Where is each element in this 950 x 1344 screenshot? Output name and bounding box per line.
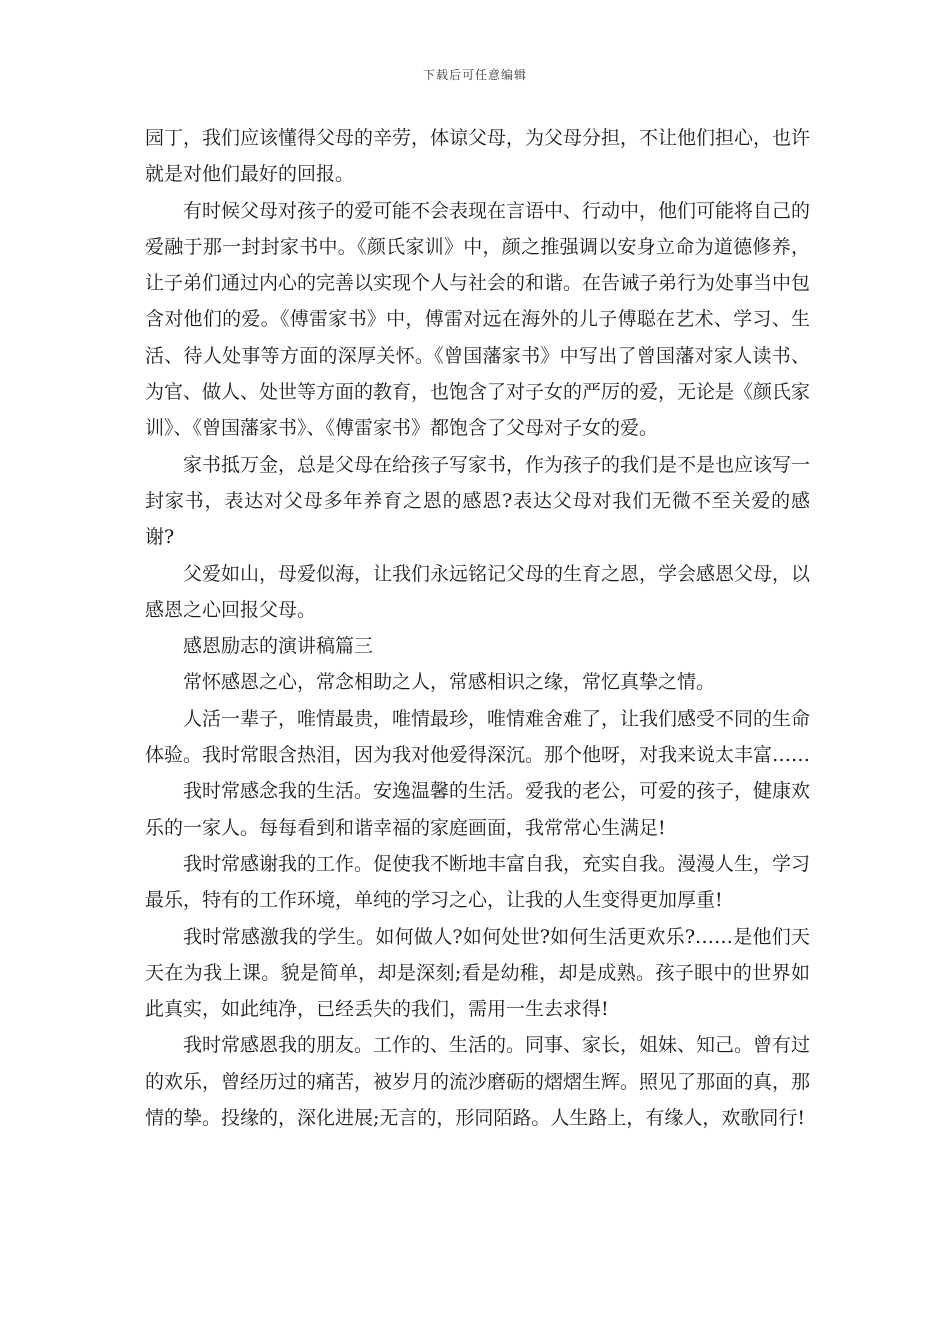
paragraph: 我时常感谢我的工作。促使我不断地丰富自我，充实自我。漫漫人生，学习最乐，特有的工作环境，单纯的学习之心，让我的人生变得更加厚重! bbox=[145, 852, 811, 912]
paragraph: 我时常感激我的学生。如何做人?如何处世?如何生活更欢乐?……是他们天天在为我上课。貌是简单，却是深刻;看是幼稚，却是成熟。孩子眼中的世界如此真实，如此纯净，已经丢失的我们，需用一生去求得! bbox=[145, 925, 810, 1021]
paragraph: 我时常感念我的生活。安逸温馨的生活。爱我的老公，可爱的孩子，健康欢乐的一家人。每每看到和谐幸福的家庭画面，我常常心生满足! bbox=[145, 780, 811, 839]
paragraph: 父爱如山，母爱似海，让我们永远铭记父母的生育之恩，学会感恩父母，以感恩之心回报父母。 bbox=[145, 562, 811, 621]
paragraph: 我时常感恩我的朋友。工作的、生活的。同事、家长，姐妹、知己。曾有过的欢乐，曾经历过的痛苦，被岁月的流沙磨砺的熠熠生辉。照见了那面的真，那情的挚。投缘的，深化进展;无言的，形同陌路。人生路上，有缘人，欢歌同行! bbox=[145, 1034, 811, 1130]
document-body bbox=[145, 120, 810, 1136]
page-header-note: 下载后可任意编辑 bbox=[422, 68, 527, 82]
paragraph: 人活一辈子，唯情最贵，唯情最珍，唯情难舍难了，让我们感受不同的生命体验。我时常眼含热泪，因为我对他爱得深沉。那个他呀，对我来说太丰富…… bbox=[145, 707, 811, 767]
section-heading: 感恩励志的演讲稿篇三 bbox=[183, 635, 374, 658]
paragraph: 园丁，我们应该懂得父母的辛劳，体谅父母，为父母分担，不让他们担心，也许就是对他们最好的回报。 bbox=[145, 127, 811, 186]
paragraph: 常怀感恩之心，常念相助之人，常感相识之缘，常忆真挚之情。 bbox=[183, 671, 716, 694]
paragraph: 有时候父母对孩子的爱可能不会表现在言语中、行动中，他们可能将自己的爱融于那一封封家书中。《颜氏家训》中，颜之推强调以安身立命为道德修养，让子弟们通过内心的完善以实现个人与社会的和谐。在告诫子弟行为处事当中包含对他们的爱。《傅雷家书》中，傅雷对远在海外的儿子傅聪在艺术、学习、生活、待人处事等方面的深厚关怀。《曾国藩家书》中写出了曾国藩对家人读书、为官、做人、处世等方面的教育，也饱含了对子女的严厉的爱，无论是《颜氏家训》、《曾国藩家书》、《傅雷家书》都饱含了父母对子女的爱。 bbox=[145, 199, 811, 440]
paragraph: 家书抵万金，总是父母在给孩子写家书，作为孩子的我们是不是也应该写一封家书，表达对父母多年养育之恩的感恩?表达父母对我们无微不至关爱的感谢? bbox=[145, 453, 811, 549]
